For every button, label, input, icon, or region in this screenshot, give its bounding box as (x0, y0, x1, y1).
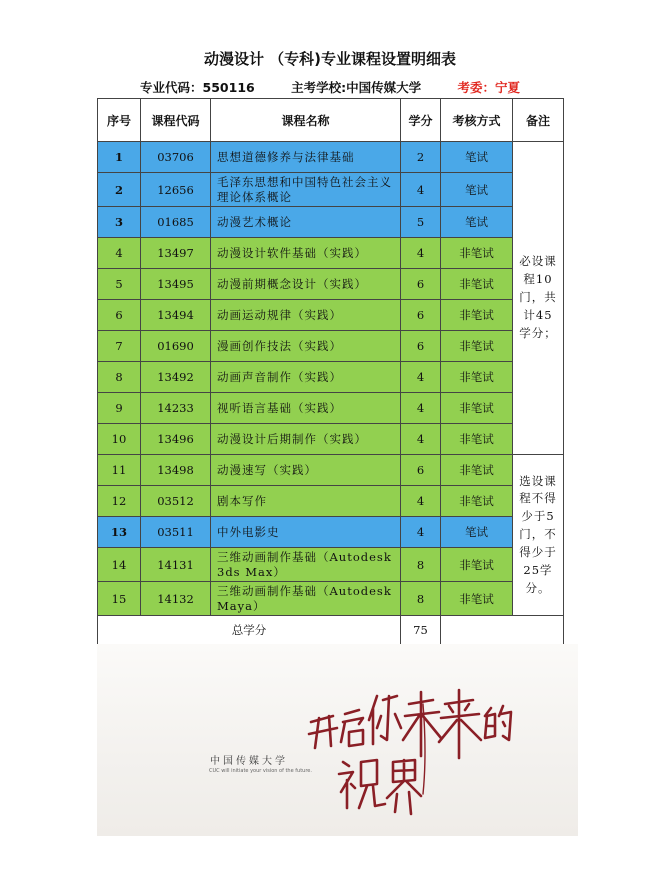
table-row (98, 486, 564, 517)
cell-code: 01685 (141, 207, 211, 238)
cell-code: 13497 (141, 238, 211, 269)
host-school: 主考学校:中国传媒大学 (291, 80, 422, 95)
cell-seq: 1 (98, 142, 141, 173)
brand-name: 中国传媒大学 (210, 756, 288, 767)
cell-credit: 4 (401, 486, 441, 517)
cell-credit: 6 (401, 331, 441, 362)
header-code: 课程代码 (141, 99, 211, 142)
total-label: 总学分 (98, 616, 401, 645)
cell-code: 12656 (141, 173, 211, 207)
cell-code: 13494 (141, 300, 211, 331)
cell-name: 三维动画制作基础（Autodesk 3ds Max） (211, 548, 401, 582)
cell-code: 13498 (141, 455, 211, 486)
document-subtitle (0, 78, 660, 96)
cell-seq: 3 (98, 207, 141, 238)
cell-exam: 非笔试 (441, 424, 513, 455)
cell-code: 14132 (141, 582, 211, 616)
table-row (98, 393, 564, 424)
cell-credit: 4 (401, 517, 441, 548)
cell-exam: 非笔试 (441, 582, 513, 616)
cell-credit: 6 (401, 455, 441, 486)
cell-exam: 非笔试 (441, 548, 513, 582)
cell-exam: 笔试 (441, 142, 513, 173)
cell-code: 03706 (141, 142, 211, 173)
cell-credit: 6 (401, 300, 441, 331)
cell-credit: 8 (401, 548, 441, 582)
cell-seq: 5 (98, 269, 141, 300)
cell-exam: 非笔试 (441, 455, 513, 486)
cell-code: 13492 (141, 362, 211, 393)
cell-exam: 非笔试 (441, 486, 513, 517)
note-elective (513, 455, 564, 616)
header-note: 备注 (513, 99, 564, 142)
cell-exam: 非笔试 (441, 238, 513, 269)
cell-seq: 14 (98, 548, 141, 582)
cell-name: 动画声音制作（实践） (211, 362, 401, 393)
table-row (98, 300, 564, 331)
total-value: 75 (401, 616, 441, 645)
cell-exam: 笔试 (441, 173, 513, 207)
cell-exam: 非笔试 (441, 362, 513, 393)
note-required (513, 142, 564, 455)
course-table (97, 98, 564, 645)
cell-name: 动漫设计软件基础（实践） (211, 238, 401, 269)
cell-name: 三维动画制作基础（Autodesk Maya） (211, 582, 401, 616)
table-header-row (98, 99, 564, 142)
cell-exam: 非笔试 (441, 331, 513, 362)
note-elective-text: 选设课程不得少于5门，不得少于25学分。 (519, 473, 557, 595)
cell-credit: 4 (401, 238, 441, 269)
cell-seq: 2 (98, 173, 141, 207)
cell-seq: 13 (98, 517, 141, 548)
brand-tagline: CUC will initiate your vision of the future. (209, 768, 312, 774)
exam-committee: 考委：宁夏 (457, 80, 520, 95)
cell-seq: 11 (98, 455, 141, 486)
table-row (98, 424, 564, 455)
cell-name: 视听语言基础（实践） (211, 393, 401, 424)
total-blank (441, 616, 564, 645)
cell-exam: 笔试 (441, 207, 513, 238)
cell-credit: 4 (401, 393, 441, 424)
header-credit: 学分 (401, 99, 441, 142)
header-seq: 序号 (98, 99, 141, 142)
cell-name: 思想道德修养与法律基础 (211, 142, 401, 173)
cell-exam: 笔试 (441, 517, 513, 548)
cell-code: 13495 (141, 269, 211, 300)
table-row (98, 362, 564, 393)
cell-seq: 7 (98, 331, 141, 362)
cell-credit: 6 (401, 269, 441, 300)
cell-credit: 4 (401, 362, 441, 393)
total-row (98, 616, 564, 645)
table-row (98, 331, 564, 362)
cell-credit: 5 (401, 207, 441, 238)
header-name: 课程名称 (211, 99, 401, 142)
cell-credit: 8 (401, 582, 441, 616)
cell-code: 14131 (141, 548, 211, 582)
note-required-text: 必设课程10门，共计45学分； (519, 254, 557, 340)
cell-seq: 4 (98, 238, 141, 269)
cell-name: 毛泽东思想和中国特色社会主义理论体系概论 (211, 173, 401, 207)
document-title: 动漫设计 （专科)专业课程设置明细表 (203, 50, 457, 68)
cell-credit: 4 (401, 173, 441, 207)
cell-credit: 2 (401, 142, 441, 173)
cell-exam: 非笔试 (441, 269, 513, 300)
cell-name: 漫画创作技法（实践） (211, 331, 401, 362)
cell-code: 01690 (141, 331, 211, 362)
table-row (98, 548, 564, 582)
table-row (98, 173, 564, 207)
cell-code: 03511 (141, 517, 211, 548)
table-row (98, 238, 564, 269)
cell-code: 13496 (141, 424, 211, 455)
cell-name: 动画运动规律（实践） (211, 300, 401, 331)
table-row (98, 207, 564, 238)
table-row (98, 517, 564, 548)
cell-name: 剧本写作 (211, 486, 401, 517)
cell-exam: 非笔试 (441, 300, 513, 331)
cell-credit: 4 (401, 424, 441, 455)
cell-code: 03512 (141, 486, 211, 517)
cell-seq: 10 (98, 424, 141, 455)
table-row (98, 142, 564, 173)
header-exam: 考核方式 (441, 99, 513, 142)
cell-seq: 8 (98, 362, 141, 393)
cell-seq: 15 (98, 582, 141, 616)
cell-name: 动漫设计后期制作（实践） (211, 424, 401, 455)
cell-name: 动漫艺术概论 (211, 207, 401, 238)
cell-seq: 6 (98, 300, 141, 331)
major-code: 专业代码：550116 (140, 80, 255, 95)
table-row (98, 455, 564, 486)
table-row (98, 269, 564, 300)
table-row (98, 582, 564, 616)
cuc-banner (97, 644, 578, 836)
slogan-calligraphy (97, 644, 578, 836)
cell-code: 14233 (141, 393, 211, 424)
cell-seq: 12 (98, 486, 141, 517)
cell-exam: 非笔试 (441, 393, 513, 424)
cell-name: 中外电影史 (211, 517, 401, 548)
cell-name: 动漫速写（实践） (211, 455, 401, 486)
cell-seq: 9 (98, 393, 141, 424)
cell-name: 动漫前期概念设计（实践） (211, 269, 401, 300)
